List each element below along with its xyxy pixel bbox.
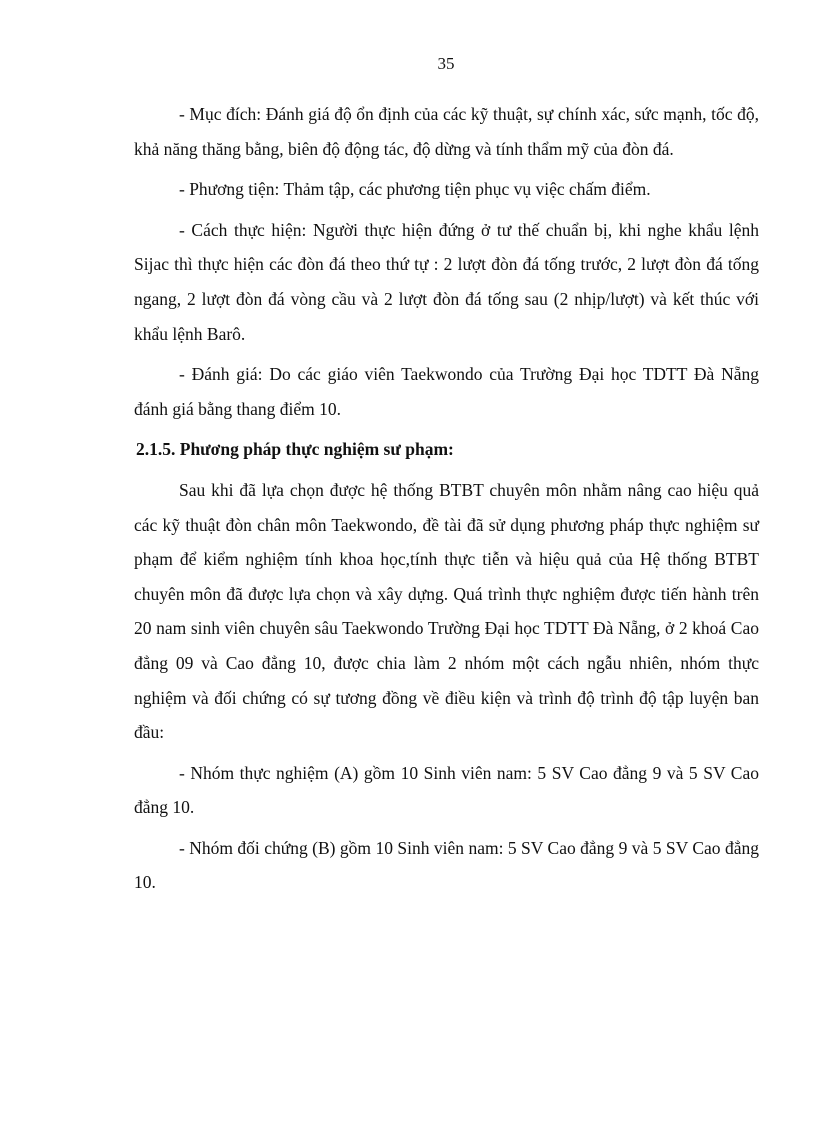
paragraph-equipment: - Phương tiện: Thảm tập, các phương tiện phục vụ việc chấm điểm. [179, 179, 651, 200]
paragraph-purpose: - Mục đích: Đánh giá độ ổn định của các kỹ thuật, sự chính xác, sức mạnh, tốc độ, khả năng thăng bằng, biên độ động tác, độ dừng và tính thẩm mỹ của đòn đá. [134, 104, 759, 159]
section-heading: 2.1.5. Phương pháp thực nghiệm sư phạm: [136, 439, 454, 460]
paragraph-procedure: - Cách thực hiện: Người thực hiện đứng ở tư thế chuẩn bị, khi nghe khẩu lệnh Sijac thì thực hiện các đòn đá theo thứ tự : 2 lượt đòn đá tống trước, 2 lượt đòn đá tống ngang, 2 lượt đòn đá vòng cầu và 2 lượt đòn đá tống sau (2 nhịp/lượt) và kết thúc với khẩu lệnh Barô. [134, 219, 759, 344]
paragraph-evaluation: - Đánh giá: Do các giáo viên Taekwondo của Trường Đại học TDTT Đà Nẵng đánh giá bằng thang điểm 10. [134, 364, 759, 419]
paragraph-group-a: - Nhóm thực nghiệm (A) gồm 10 Sinh viên nam: 5 SV Cao đẳng 9 và 5 SV Cao đẳng 10. [134, 762, 759, 818]
page-number: 35 [437, 54, 455, 73]
paragraph-group-b: - Nhóm đối chứng (B) gồm 10 Sinh viên nam: 5 SV Cao đẳng 9 và 5 SV Cao đẳng 10. [134, 837, 759, 893]
paragraph-method: Sau khi đã lựa chọn được hệ thống BTBT chuyên môn nhằm nâng cao hiệu quả các kỹ thuật đòn chân môn Taekwondo, đề tài đã sử dụng phương pháp thực nghiệm sư phạm để kiểm nghiệm tính khoa học,tính thực tiễn và hiệu quả của Hệ thống BTBT chuyên môn đã được lựa chọn và xây dựng. Quá trình thực nghiệm được tiến hành trên 20 nam sinh viên chuyên sâu Taekwondo Trường Đại học TDTT Đà Nẵng, ở 2 khoá Cao đẳng 09 và Cao đẳng 10, được chia làm 2 nhóm một cách ngẫu nhiên, nhóm thực nghiệm và đối chứng có sự tương đồng về điều kiện và trình độ trình độ tập luyện ban đầu: [134, 479, 759, 743]
body-text [134, 97, 759, 900]
